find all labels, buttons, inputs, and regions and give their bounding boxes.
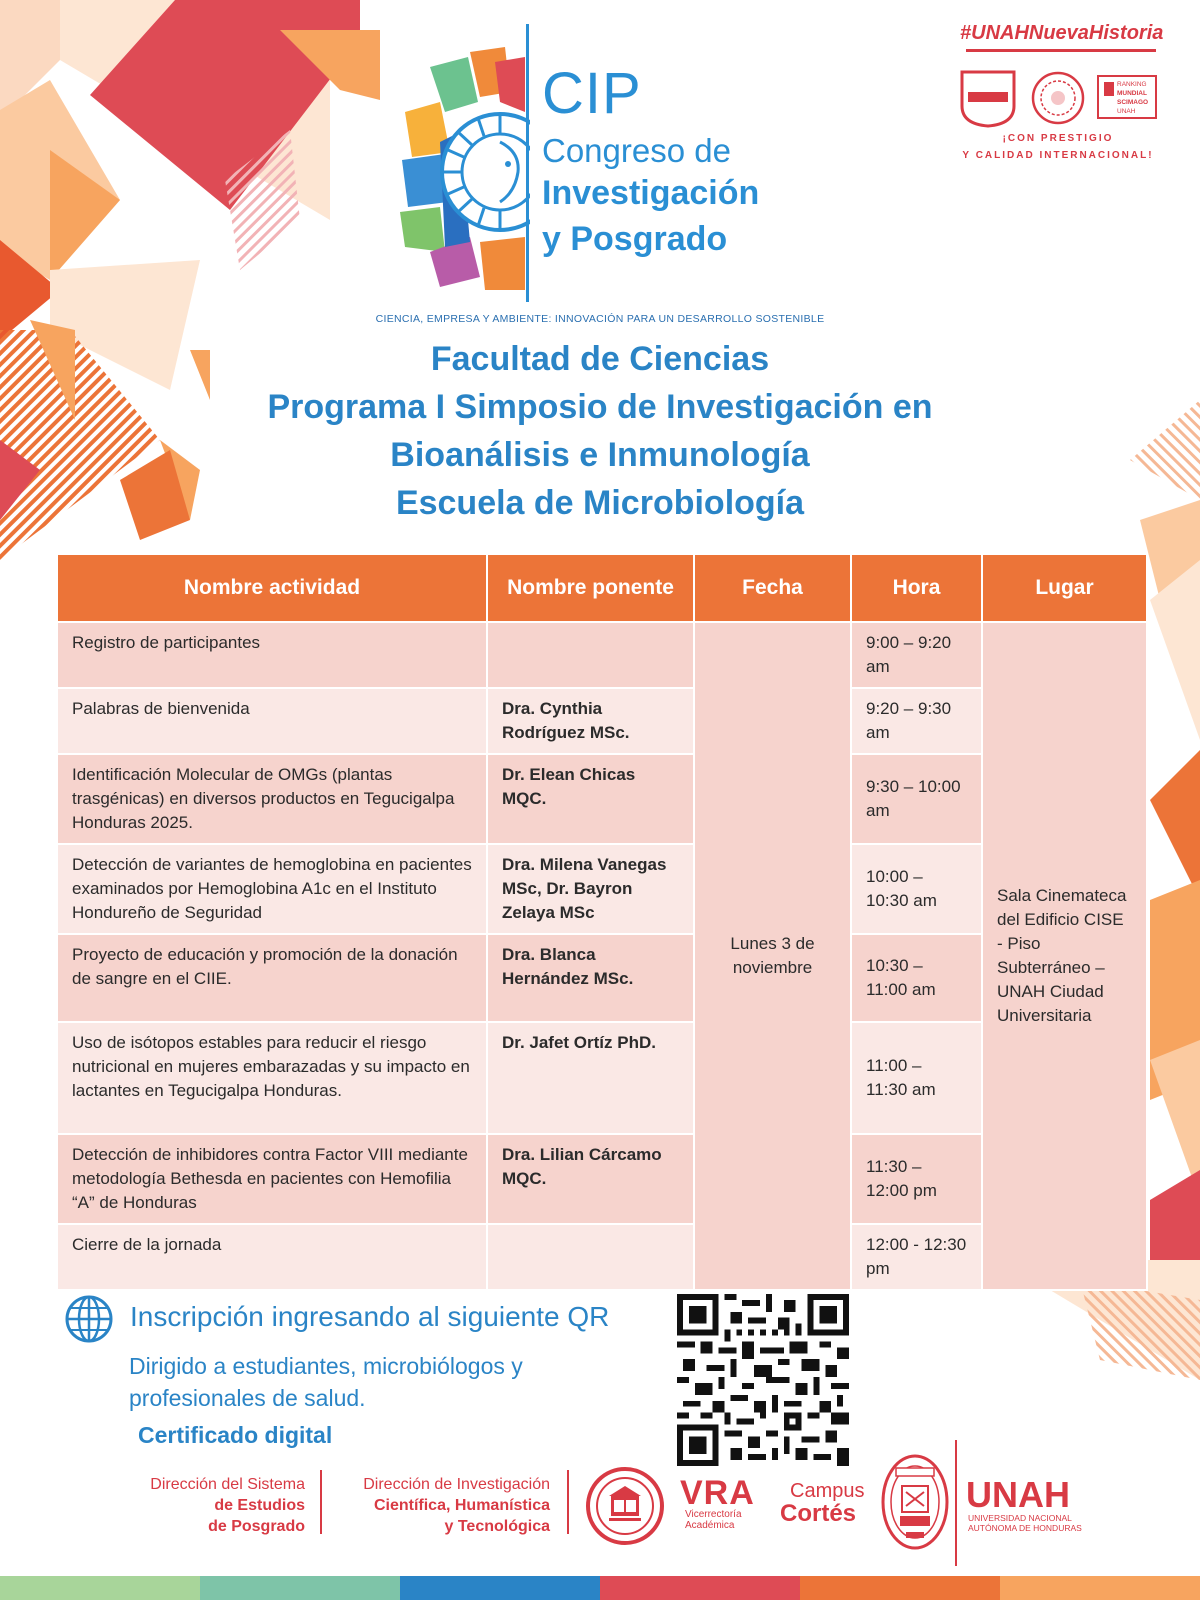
footer-dsep-logo: [90, 1474, 305, 1537]
cip-name-line1: Congreso de: [542, 132, 731, 169]
dsep-line2: de Estudios: [214, 1497, 305, 1514]
activity-cell: Registro de participantes: [57, 622, 487, 688]
activity-cell: Uso de isótopos estables para reducir el riesgo nutricional en mujeres embarazadas y su impacto en lactantes en Tegucigalpa Honduras.: [57, 1022, 487, 1134]
table-header-row: [57, 554, 1147, 622]
vra-subtitle: [685, 1509, 742, 1531]
unah-sub-line1: UNIVERSIDAD NACIONAL: [968, 1513, 1072, 1523]
cip-name-line3: y Posgrado: [542, 220, 728, 258]
program-titles: [200, 335, 1000, 527]
vra-sub-line1: Vicerrectoría: [685, 1509, 742, 1520]
footer-divider: [320, 1470, 322, 1534]
title-school: Escuela de Microbiología: [395, 484, 805, 522]
unah-subtitle: [968, 1513, 1082, 1533]
unah-seal-icon: [880, 1452, 950, 1552]
prestige-slogan: [948, 130, 1168, 164]
dict-line2: Científica, Humanística: [373, 1497, 550, 1514]
dsep-line3: de Posgrado: [208, 1518, 305, 1535]
qr-registration-heading: Inscripción ingresando al siguiente QR: [130, 1301, 610, 1332]
vra-seal-icon: [585, 1466, 665, 1546]
campus-name: Cortés: [780, 1500, 857, 1527]
dict-line3: y Tecnológica: [444, 1518, 550, 1535]
vra-abbreviation: VRA: [680, 1474, 755, 1512]
speaker-cell: Dra. Lilian Cárcamo MQC.: [487, 1134, 694, 1224]
time-cell: 12:00 - 12:30 pm: [851, 1224, 982, 1290]
place-cell: Sala Cinemateca del Edificio CISE - Piso Subterráneo – UNAH Ciudad Universitaria: [982, 622, 1147, 1290]
dict-line1: Dirección de Investigación: [363, 1476, 550, 1493]
unah-sub-line2: AUTÓNOMA DE HONDURAS: [968, 1523, 1082, 1533]
title-faculty: Facultad de Ciencias: [430, 340, 770, 378]
column-header-activity: Nombre actividad: [57, 554, 487, 622]
strip-segment: [400, 1576, 600, 1600]
campus-label: Campus: [790, 1480, 865, 1502]
hashtag: #UNAHNuevaHistoria: [960, 22, 1164, 44]
time-cell: 9:20 – 9:30 am: [851, 688, 982, 754]
title-program: Programa I Simposio de Investigación en: [267, 388, 933, 426]
cip-abbreviation: CIP: [542, 61, 642, 126]
speaker-cell: [487, 622, 694, 688]
ranking-badges: [958, 66, 1158, 128]
certificate-note: Certificado digital: [138, 1422, 333, 1448]
time-cell: 10:00 – 10:30 am: [851, 844, 982, 934]
activity-cell: Identificación Molecular de OMGs (plantas trasgénicas) en diversos productos en Tegucigalpa Honduras 2025.: [57, 754, 487, 844]
activity-cell: Detección de inhibidores contra Factor VIII mediante metodología Bethesda en pacientes con Hemofilia “A” de Honduras: [57, 1134, 487, 1224]
speaker-cell: Dra. Milena Vanegas MSc, Dr. Bayron Zelaya MSc: [487, 844, 694, 934]
registration-qr-code[interactable]: [677, 1294, 849, 1466]
speaker-cell: Dr. Jafet Ortíz PhD.: [487, 1022, 694, 1134]
strip-segment: [600, 1576, 800, 1600]
cip-logo: [400, 22, 800, 302]
speaker-cell: Dra. Blanca Hernández MSc.: [487, 934, 694, 1022]
ranked-shield-icon: [962, 72, 1014, 126]
title-topic: Bioanálisis e Inmunología: [390, 436, 810, 474]
time-cell: 11:00 – 11:30 am: [851, 1022, 982, 1134]
activity-cell: Proyecto de educación y promoción de la donación de sangre en el CIIE.: [57, 934, 487, 1022]
dsep-line1: Dirección del Sistema: [150, 1476, 305, 1493]
ranking-text-4: UNAH: [1117, 108, 1136, 115]
time-cell: 9:30 – 10:00 am: [851, 754, 982, 844]
schedule-table: [56, 553, 1148, 1291]
table-row: [57, 622, 1147, 688]
sun-emblem-icon: [400, 42, 530, 292]
prestige-line1: ¡CON PRESTIGIO: [1002, 133, 1114, 144]
column-header-place: Lugar: [982, 554, 1147, 622]
strip-segment: [800, 1576, 1000, 1600]
column-header-time: Hora: [851, 554, 982, 622]
hashtag-underline: [966, 49, 1156, 52]
activity-cell: Cierre de la jornada: [57, 1224, 487, 1290]
footer-divider: [567, 1470, 569, 1534]
congress-tagline: CIENCIA, EMPRESA Y AMBIENTE: INNOVACIÓN PARA UN DESARROLLO SOSTENIBLE: [375, 313, 825, 325]
date-cell: Lunes 3 de noviembre: [694, 622, 851, 1290]
globe-icon: [64, 1294, 114, 1344]
ranking-text-2: MUNDIAL: [1117, 90, 1147, 97]
activity-cell: Detección de variantes de hemoglobina en pacientes examinados por Hemoglobina A1c en el Instituto Hondureño de Seguridad: [57, 844, 487, 934]
vra-sub-line2: Académica: [685, 1520, 735, 1531]
ranking-text-3: SCIMAGO: [1117, 99, 1149, 106]
column-header-speaker: Nombre ponente: [487, 554, 694, 622]
column-header-date: Fecha: [694, 554, 851, 622]
bottom-color-strip: [0, 1576, 1200, 1600]
strip-segment: [200, 1576, 400, 1600]
ranking-text-1: RANKING: [1117, 81, 1147, 88]
speaker-cell: Dra. Cynthia Rodríguez MSc.: [487, 688, 694, 754]
speaker-cell: Dr. Elean Chicas MQC.: [487, 754, 694, 844]
time-cell: 11:30 – 12:00 pm: [851, 1134, 982, 1224]
time-cell: 9:00 – 9:20 am: [851, 622, 982, 688]
seal-badge-icon: [1033, 73, 1083, 123]
cip-divider: [526, 24, 529, 302]
activity-cell: Palabras de bienvenida: [57, 688, 487, 754]
unah-abbreviation: UNAH: [966, 1474, 1070, 1515]
strip-segment: [0, 1576, 200, 1600]
footer-dict-logo: [330, 1474, 550, 1537]
speaker-cell: [487, 1224, 694, 1290]
cip-name-line2: Investigación: [542, 174, 760, 212]
time-cell: 10:30 – 11:00 am: [851, 934, 982, 1022]
target-audience: Dirigido a estudiantes, microbiólogos y profesionales de salud.: [129, 1353, 523, 1411]
strip-segment: [1000, 1576, 1200, 1600]
footer-divider: [955, 1440, 957, 1566]
prestige-line2: Y CALIDAD INTERNACIONAL!: [962, 150, 1154, 161]
scimago-ranking-icon: [1098, 76, 1156, 118]
